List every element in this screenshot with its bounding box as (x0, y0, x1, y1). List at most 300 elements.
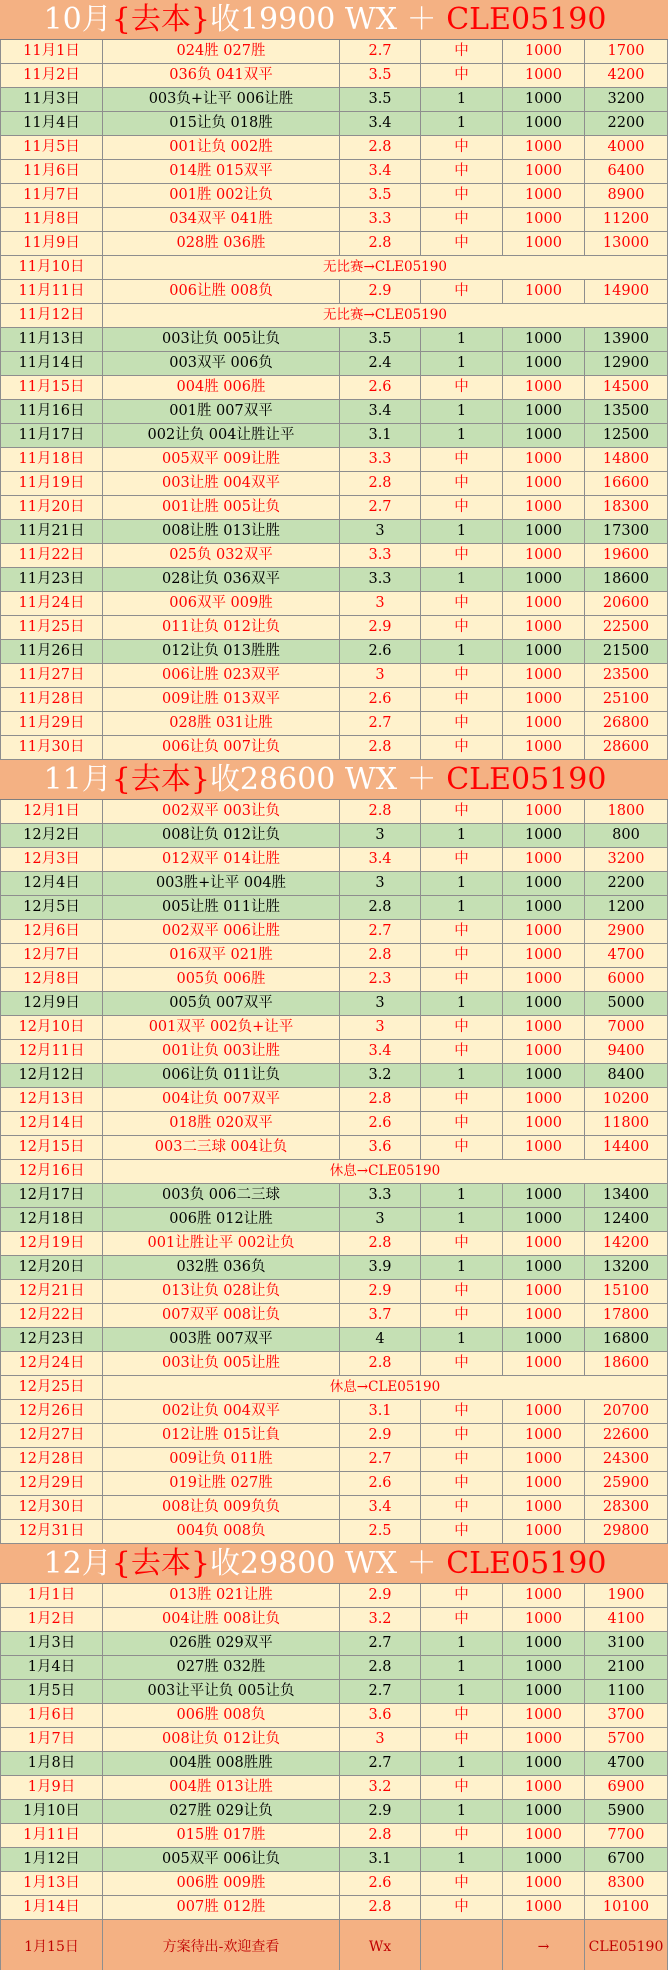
odds-cell: 2.7 (340, 1752, 421, 1775)
total-cell: 5700 (585, 1728, 668, 1751)
odds-cell: 2.9 (340, 1280, 421, 1303)
total-cell: 13000 (585, 232, 668, 255)
date-cell: 12月26日 (0, 1400, 103, 1423)
table-row (0, 376, 668, 400)
note-cell: 休息→CLE05190 (103, 1376, 668, 1399)
odds-cell: 2.3 (340, 968, 421, 991)
total-cell: 2200 (585, 872, 668, 895)
result-cell: 中 (421, 496, 503, 519)
picks-cell: 003负+让平 006让胜 (103, 88, 340, 111)
odds-cell: 2.9 (340, 1584, 421, 1607)
footer-date: 1月15日 (0, 1920, 103, 1970)
total-cell: 22600 (585, 1424, 668, 1447)
result-cell: 中 (421, 1704, 503, 1727)
result-cell: 中 (421, 1896, 503, 1919)
result-cell: 1 (421, 640, 503, 663)
table-row (0, 1232, 668, 1256)
total-cell: 1200 (585, 896, 668, 919)
result-cell: 中 (421, 800, 503, 823)
result-cell: 中 (421, 1424, 503, 1447)
odds-cell: 3.1 (340, 1400, 421, 1423)
picks-cell: 001让负 003让胜 (103, 1040, 340, 1063)
stake-cell: 1000 (503, 40, 585, 63)
stake-cell: 1000 (503, 1656, 585, 1679)
table-row (0, 1896, 668, 1920)
picks-cell: 002让负 004让胜让平 (103, 424, 340, 447)
odds-cell: 2.9 (340, 280, 421, 303)
stake-cell: 1000 (503, 448, 585, 471)
stake-cell: 1000 (503, 1232, 585, 1255)
picks-cell: 007双平 008让负 (103, 1304, 340, 1327)
date-cell: 11月19日 (0, 472, 103, 495)
result-cell: 1 (421, 1256, 503, 1279)
table-row (0, 824, 668, 848)
stake-cell: 1000 (503, 712, 585, 735)
total-cell: 17300 (585, 520, 668, 543)
picks-cell: 028让负 036双平 (103, 568, 340, 591)
result-cell: 1 (421, 352, 503, 375)
odds-cell: 2.7 (340, 496, 421, 519)
date-cell: 12月3日 (0, 848, 103, 871)
result-cell: 1 (421, 1680, 503, 1703)
date-cell: 12月10日 (0, 1016, 103, 1039)
picks-cell: 006胜 009胜 (103, 1872, 340, 1895)
picks-cell: 012双平 014让胜 (103, 848, 340, 871)
stake-cell: 1000 (503, 640, 585, 663)
total-cell: 17800 (585, 1304, 668, 1327)
date-cell: 11月1日 (0, 40, 103, 63)
odds-cell: 2.4 (340, 352, 421, 375)
result-cell: 中 (421, 280, 503, 303)
date-cell: 1月2日 (0, 1608, 103, 1631)
table-row (0, 256, 668, 280)
total-cell: 18600 (585, 568, 668, 591)
date-cell: 11月5日 (0, 136, 103, 159)
picks-cell: 016双平 021胜 (103, 944, 340, 967)
total-cell: 2900 (585, 920, 668, 943)
date-cell: 11月17日 (0, 424, 103, 447)
picks-cell: 005双平 009让胜 (103, 448, 340, 471)
date-cell: 11月11日 (0, 280, 103, 303)
stake-cell: 1000 (503, 1608, 585, 1631)
result-cell: 中 (421, 1872, 503, 1895)
header-income: 收19900 (209, 2, 336, 37)
odds-cell: 3.6 (340, 1704, 421, 1727)
table-row (0, 616, 668, 640)
table-row (0, 592, 668, 616)
table-row (0, 112, 668, 136)
stake-cell: 1000 (503, 1704, 585, 1727)
date-cell: 12月4日 (0, 872, 103, 895)
table-row (0, 736, 668, 760)
result-cell: 中 (421, 848, 503, 871)
stake-cell: 1000 (503, 1680, 585, 1703)
result-cell: 1 (421, 328, 503, 351)
odds-cell: 2.8 (340, 1896, 421, 1919)
odds-cell: 2.7 (340, 1448, 421, 1471)
date-cell: 1月11日 (0, 1824, 103, 1847)
date-cell: 12月28日 (0, 1448, 103, 1471)
table-row (0, 1800, 668, 1824)
stake-cell: 1000 (503, 1400, 585, 1423)
total-cell: 3200 (585, 848, 668, 871)
date-cell: 1月1日 (0, 1584, 103, 1607)
stake-cell: 1000 (503, 688, 585, 711)
date-cell: 1月13日 (0, 1872, 103, 1895)
table-row (0, 160, 668, 184)
picks-cell: 009让负 011胜 (103, 1448, 340, 1471)
stake-cell: 1000 (503, 88, 585, 111)
header-wx: WX ＋ (344, 762, 437, 797)
result-cell: 中 (421, 712, 503, 735)
picks-cell: 001胜 002让负 (103, 184, 340, 207)
stake-cell: 1000 (503, 280, 585, 303)
picks-cell: 006胜 008负 (103, 1704, 340, 1727)
date-cell: 11月12日 (0, 304, 103, 327)
result-cell: 中 (421, 1112, 503, 1135)
table-row (0, 1872, 668, 1896)
table-row (0, 40, 668, 64)
stake-cell: 1000 (503, 1584, 585, 1607)
table-row (0, 1752, 668, 1776)
picks-cell: 005双平 006让负 (103, 1848, 340, 1871)
result-cell: 1 (421, 1632, 503, 1655)
result-cell: 中 (421, 736, 503, 759)
total-cell: 23500 (585, 664, 668, 687)
odds-cell: 3 (340, 824, 421, 847)
result-cell: 中 (421, 688, 503, 711)
picks-cell: 001让负 002胜 (103, 136, 340, 159)
result-cell: 1 (421, 1848, 503, 1871)
date-cell: 11月14日 (0, 352, 103, 375)
stake-cell: 1000 (503, 1256, 585, 1279)
odds-cell: 2.8 (340, 232, 421, 255)
stake-cell: 1000 (503, 424, 585, 447)
table-row (0, 496, 668, 520)
odds-cell: 2.8 (340, 1656, 421, 1679)
table-row (0, 1520, 668, 1544)
date-cell: 11月25日 (0, 616, 103, 639)
total-cell: 1900 (585, 1584, 668, 1607)
table-row (0, 896, 668, 920)
odds-cell: 3.3 (340, 568, 421, 591)
table-row (0, 1088, 668, 1112)
table-row (0, 1256, 668, 1280)
total-cell: 18600 (585, 1352, 668, 1375)
table-row (0, 1304, 668, 1328)
result-cell: 1 (421, 896, 503, 919)
total-cell: 7000 (585, 1016, 668, 1039)
stake-cell: 1000 (503, 328, 585, 351)
odds-cell: 3 (340, 992, 421, 1015)
date-cell: 12月18日 (0, 1208, 103, 1231)
stake-cell: 1000 (503, 1184, 585, 1207)
picks-cell: 027胜 032胜 (103, 1656, 340, 1679)
result-cell: 1 (421, 1208, 503, 1231)
picks-cell: 003让平让负 005让负 (103, 1680, 340, 1703)
table-row (0, 1064, 668, 1088)
stake-cell: 1000 (503, 1088, 585, 1111)
footer-arrow: → (503, 1920, 585, 1970)
table-row (0, 1680, 668, 1704)
stake-cell: 1000 (503, 896, 585, 919)
header-month: 12月 (43, 1546, 112, 1581)
date-cell: 12月16日 (0, 1160, 103, 1183)
total-cell: 13200 (585, 1256, 668, 1279)
table-row (0, 992, 668, 1016)
header-wx: WX ＋ (344, 1546, 437, 1581)
date-cell: 12月9日 (0, 992, 103, 1015)
date-cell: 12月31日 (0, 1520, 103, 1543)
stake-cell: 1000 (503, 800, 585, 823)
total-cell: 6000 (585, 968, 668, 991)
odds-cell: 3 (340, 664, 421, 687)
stake-cell: 1000 (503, 992, 585, 1015)
total-cell: 28300 (585, 1496, 668, 1519)
picks-cell: 008让负 012让负 (103, 824, 340, 847)
stake-cell: 1000 (503, 1632, 585, 1655)
stake-cell: 1000 (503, 944, 585, 967)
date-cell: 1月7日 (0, 1728, 103, 1751)
stake-cell: 1000 (503, 1824, 585, 1847)
odds-cell: 2.8 (340, 136, 421, 159)
total-cell: 2200 (585, 112, 668, 135)
odds-cell: 3.3 (340, 208, 421, 231)
odds-cell: 2.6 (340, 376, 421, 399)
result-cell: 中 (421, 64, 503, 87)
odds-cell: 3.1 (340, 424, 421, 447)
stake-cell: 1000 (503, 848, 585, 871)
stake-cell: 1000 (503, 1352, 585, 1375)
date-cell: 12月8日 (0, 968, 103, 991)
total-cell: 8900 (585, 184, 668, 207)
table-row (0, 1280, 668, 1304)
header-cost: {去本} (111, 762, 210, 797)
table-row (0, 1496, 668, 1520)
date-cell: 12月12日 (0, 1064, 103, 1087)
date-cell: 12月6日 (0, 920, 103, 943)
date-cell: 12月17日 (0, 1184, 103, 1207)
total-cell: 4700 (585, 1752, 668, 1775)
total-cell: 16600 (585, 472, 668, 495)
picks-cell: 012让胜 015让負 (103, 1424, 340, 1447)
total-cell: 20600 (585, 592, 668, 615)
date-cell: 12月5日 (0, 896, 103, 919)
date-cell: 12月2日 (0, 824, 103, 847)
picks-cell: 003让负 005让负 (103, 328, 340, 351)
total-cell: 11200 (585, 208, 668, 231)
table-row (0, 1352, 668, 1376)
result-cell: 1 (421, 1328, 503, 1351)
total-cell: 4200 (585, 64, 668, 87)
odds-cell: 3.4 (340, 1496, 421, 1519)
total-cell: 13500 (585, 400, 668, 423)
result-cell: 中 (421, 1400, 503, 1423)
total-cell: 6900 (585, 1776, 668, 1799)
stake-cell: 1000 (503, 1496, 585, 1519)
stake-cell: 1000 (503, 1016, 585, 1039)
date-cell: 11月21日 (0, 520, 103, 543)
odds-cell: 2.7 (340, 1680, 421, 1703)
stake-cell: 1000 (503, 824, 585, 847)
date-cell: 11月6日 (0, 160, 103, 183)
table-row (0, 1472, 668, 1496)
date-cell: 11月28日 (0, 688, 103, 711)
odds-cell: 3.5 (340, 184, 421, 207)
table-row (0, 1656, 668, 1680)
header-cost: {去本} (111, 1546, 210, 1581)
date-cell: 12月11日 (0, 1040, 103, 1063)
footer-blank (421, 1920, 503, 1970)
result-cell: 中 (421, 1352, 503, 1375)
date-cell: 11月10日 (0, 256, 103, 279)
stake-cell: 1000 (503, 112, 585, 135)
odds-cell: 2.8 (340, 1352, 421, 1375)
table-row (0, 1400, 668, 1424)
result-cell: 中 (421, 1304, 503, 1327)
result-cell: 中 (421, 1608, 503, 1631)
picks-cell: 015让负 018胜 (103, 112, 340, 135)
date-cell: 12月25日 (0, 1376, 103, 1399)
result-cell: 中 (421, 1040, 503, 1063)
table-row (0, 1704, 668, 1728)
picks-cell: 036负 041双平 (103, 64, 340, 87)
date-cell: 12月23日 (0, 1328, 103, 1351)
stake-cell: 1000 (503, 232, 585, 255)
table-row (0, 520, 668, 544)
footer-code: CLE05190 (585, 1920, 668, 1970)
result-cell: 1 (421, 1656, 503, 1679)
total-cell: 2100 (585, 1656, 668, 1679)
odds-cell: 3.4 (340, 1040, 421, 1063)
odds-cell: 3.7 (340, 1304, 421, 1327)
odds-cell: 3.4 (340, 160, 421, 183)
date-cell: 12月20日 (0, 1256, 103, 1279)
odds-cell: 3.5 (340, 64, 421, 87)
odds-cell: 2.8 (340, 472, 421, 495)
odds-cell: 2.8 (340, 1232, 421, 1255)
date-cell: 11月2日 (0, 64, 103, 87)
table-row (0, 1728, 668, 1752)
odds-cell: 3.3 (340, 448, 421, 471)
result-cell: 1 (421, 1752, 503, 1775)
odds-cell: 2.6 (340, 1112, 421, 1135)
table-row (0, 304, 668, 328)
stake-cell: 1000 (503, 184, 585, 207)
picks-cell: 013胜 021让胜 (103, 1584, 340, 1607)
table-row (0, 1448, 668, 1472)
total-cell: 12900 (585, 352, 668, 375)
result-cell: 中 (421, 1016, 503, 1039)
picks-cell: 009让胜 013双平 (103, 688, 340, 711)
total-cell: 5900 (585, 1800, 668, 1823)
odds-cell: 2.9 (340, 1424, 421, 1447)
date-cell: 12月29日 (0, 1472, 103, 1495)
date-cell: 11月4日 (0, 112, 103, 135)
picks-cell: 002双平 003让负 (103, 800, 340, 823)
odds-cell: 3.3 (340, 544, 421, 567)
table-row (0, 664, 668, 688)
odds-cell: 2.8 (340, 944, 421, 967)
odds-cell: 2.6 (340, 1872, 421, 1895)
odds-cell: 3.5 (340, 88, 421, 111)
total-cell: 10200 (585, 1088, 668, 1111)
table-row (0, 920, 668, 944)
date-cell: 11月30日 (0, 736, 103, 759)
total-cell: 4100 (585, 1608, 668, 1631)
table-row (0, 640, 668, 664)
total-cell: 24300 (585, 1448, 668, 1471)
table-row (0, 848, 668, 872)
result-cell: 中 (421, 1136, 503, 1159)
date-cell: 12月22日 (0, 1304, 103, 1327)
picks-cell: 004胜 006胜 (103, 376, 340, 399)
picks-cell: 025负 032双平 (103, 544, 340, 567)
date-cell: 11月9日 (0, 232, 103, 255)
date-cell: 11月23日 (0, 568, 103, 591)
picks-cell: 004胜 008胜胜 (103, 1752, 340, 1775)
odds-cell: 3.2 (340, 1608, 421, 1631)
total-cell: 21500 (585, 640, 668, 663)
result-cell: 中 (421, 1472, 503, 1495)
odds-cell: 2.5 (340, 1520, 421, 1543)
picks-cell: 005负 007双平 (103, 992, 340, 1015)
footer-wx: Wx (340, 1920, 421, 1970)
table-row (0, 944, 668, 968)
result-cell: 中 (421, 376, 503, 399)
date-cell: 11月8日 (0, 208, 103, 231)
picks-cell: 002让负 004双平 (103, 1400, 340, 1423)
stake-cell: 1000 (503, 136, 585, 159)
date-cell: 11月24日 (0, 592, 103, 615)
picks-cell: 006让胜 008负 (103, 280, 340, 303)
result-cell: 中 (421, 136, 503, 159)
odds-cell: 3 (340, 1208, 421, 1231)
result-cell: 中 (421, 920, 503, 943)
total-cell: 6700 (585, 1848, 668, 1871)
date-cell: 1月5日 (0, 1680, 103, 1703)
date-cell: 12月27日 (0, 1424, 103, 1447)
date-cell: 1月4日 (0, 1656, 103, 1679)
stake-cell: 1000 (503, 920, 585, 943)
date-cell: 11月13日 (0, 328, 103, 351)
picks-cell: 001让胜让平 002让负 (103, 1232, 340, 1255)
result-cell: 中 (421, 448, 503, 471)
table-row (0, 872, 668, 896)
total-cell: 3100 (585, 1632, 668, 1655)
result-cell: 中 (421, 1448, 503, 1471)
picks-cell: 001胜 007双平 (103, 400, 340, 423)
odds-cell: 2.9 (340, 1800, 421, 1823)
total-cell: 3700 (585, 1704, 668, 1727)
odds-cell: 2.8 (340, 736, 421, 759)
table-row (0, 1136, 668, 1160)
date-cell: 1月9日 (0, 1776, 103, 1799)
total-cell: 14800 (585, 448, 668, 471)
result-cell: 中 (421, 1584, 503, 1607)
header-month: 10月 (43, 2, 112, 37)
stake-cell: 1000 (503, 616, 585, 639)
picks-cell: 019让胜 027胜 (103, 1472, 340, 1495)
total-cell: 12500 (585, 424, 668, 447)
date-cell: 12月21日 (0, 1280, 103, 1303)
picks-cell: 001双平 002负+让平 (103, 1016, 340, 1039)
stake-cell: 1000 (503, 1472, 585, 1495)
date-cell: 12月1日 (0, 800, 103, 823)
table-row (0, 800, 668, 824)
total-cell: 20700 (585, 1400, 668, 1423)
picks-cell: 018胜 020双平 (103, 1112, 340, 1135)
